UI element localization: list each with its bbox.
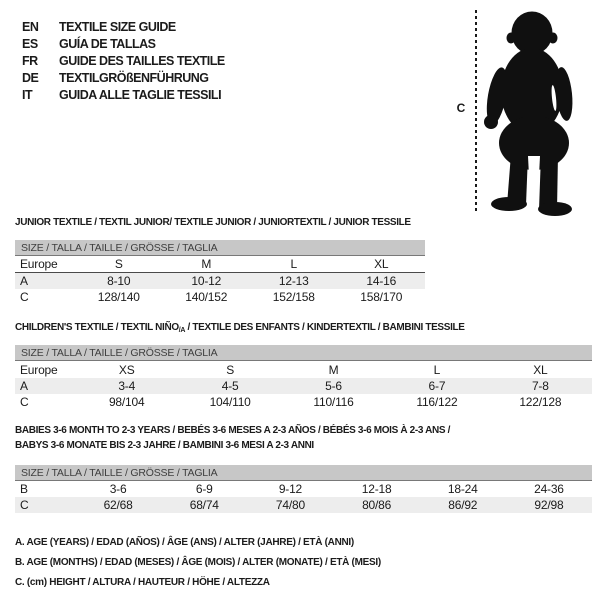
- col-header: XS: [118, 362, 135, 377]
- cell: 80/86: [362, 498, 392, 512]
- lang-row-es: [22, 35, 225, 52]
- row-label: C: [20, 395, 29, 409]
- lang-code: FR: [22, 53, 38, 68]
- children-title-pre: CHILDREN'S TEXTILE / TEXTIL NIÑO: [15, 322, 179, 333]
- cell: 3-6: [109, 482, 127, 496]
- row-label: A: [20, 274, 28, 288]
- cell: 62/68: [103, 498, 133, 512]
- note-a: A. AGE (YEARS) / EDAD (AÑOS) / ÂGE (ANS) / ALTER (JAHRE) / ETÀ (ANNI): [15, 537, 354, 548]
- cell: 104/110: [209, 395, 251, 409]
- cell: 12-13: [278, 274, 309, 288]
- cell: 24-36: [534, 482, 564, 496]
- note-c: C. (cm) HEIGHT / ALTURA / HAUTEUR / HÖHE / ALTEZZA: [15, 577, 270, 588]
- lang-row-de: [22, 69, 225, 86]
- cell: 116/122: [416, 395, 458, 409]
- babies-section-title: [15, 423, 450, 453]
- cell: 92/98: [534, 498, 564, 512]
- table-row-europe: [15, 256, 425, 273]
- row-label: A: [20, 379, 28, 393]
- cell: 6-9: [195, 482, 213, 496]
- row-label: B: [20, 482, 28, 496]
- cell: 110/116: [313, 395, 354, 409]
- lang-code: IT: [22, 87, 33, 102]
- col-header: M: [201, 257, 212, 271]
- col-header: S: [226, 362, 235, 377]
- babies-title-line1: BABIES 3-6 MONTH TO 2-3 YEARS / BEBÉS 3-6 MESES A 2-3 AÑOS / BÉBÉS 3-6 MOIS À 2-3 ANS /: [15, 425, 451, 436]
- cell: 12-18: [361, 482, 392, 496]
- cell: 8-10: [107, 274, 131, 288]
- table-row-a: [15, 273, 425, 289]
- cell: 6-7: [428, 379, 446, 393]
- cell: 152/158: [272, 290, 315, 304]
- lang-code: DE: [22, 70, 39, 85]
- legend-notes: [15, 537, 381, 597]
- row-label: Europe: [20, 362, 58, 377]
- cell: 5-6: [325, 379, 342, 393]
- lang-row-en: [22, 18, 225, 35]
- table-row-c: [15, 289, 425, 305]
- babies-title-line2: BABYS 3-6 MONATE BIS 2-3 JAHRE / BAMBINI 3-6 MESI A 2-3 ANNI: [15, 440, 314, 451]
- cell: 158/170: [360, 290, 403, 304]
- lang-title: GUIDE DES TAILLES TEXTILE: [59, 53, 225, 68]
- size-header-bar: SIZE / TALLA / TAILLE / GRÖSSE / TAGLIA: [15, 345, 592, 361]
- table-row-c: [15, 394, 592, 410]
- table-row-europe: [15, 361, 592, 378]
- row-label: C: [20, 290, 29, 304]
- toddler-silhouette-icon: [481, 6, 581, 216]
- lang-title: GUIDA ALLE TAGLIE TESSILI: [59, 87, 222, 102]
- lang-title: TEXTILGRÖßENFÜHRUNG: [59, 70, 209, 85]
- cell: 68/74: [189, 498, 219, 512]
- cell: 128/140: [97, 290, 140, 304]
- junior-section-title: JUNIOR TEXTILE / TEXTIL JUNIOR/ TEXTILE JUNIOR / JUNIORTEXTIL / JUNIOR TESSILE: [15, 217, 411, 228]
- cell: 14-16: [366, 274, 397, 288]
- children-title-subscript: /A: [178, 327, 186, 334]
- cell: 122/128: [519, 395, 562, 409]
- children-title-post: / TEXTILE DES ENFANTS / KINDERTEXTIL / BAMBINI TESSILE: [185, 322, 465, 333]
- row-label: C: [20, 498, 29, 512]
- table-row-b: [15, 481, 592, 497]
- cell: 98/104: [108, 395, 145, 409]
- cell: 7-8: [531, 379, 549, 393]
- lang-code: EN: [22, 19, 39, 34]
- table-row-a: [15, 378, 592, 394]
- col-header: XL: [374, 257, 389, 271]
- lang-row-it: [22, 86, 225, 103]
- col-header: L: [433, 362, 441, 377]
- col-header: L: [290, 257, 297, 271]
- size-header-bar: SIZE / TALLA / TAILLE / GRÖSSE / TAGLIA: [15, 240, 425, 256]
- lang-code: ES: [22, 36, 38, 51]
- cell: 86/92: [448, 498, 478, 512]
- table-row-c: [15, 497, 592, 513]
- height-measure-label: C: [456, 101, 466, 115]
- cell: 10-12: [191, 274, 222, 288]
- children-section-title: [15, 322, 465, 334]
- note-b: B. AGE (MONTHS) / EDAD (MESES) / ÂGE (MOIS) / ALTER (MONATE) / ETÀ (MESI): [15, 557, 381, 568]
- col-header: XL: [533, 362, 548, 377]
- cell: 9-12: [278, 482, 303, 496]
- row-label: Europe: [20, 257, 58, 271]
- language-title-list: [22, 18, 225, 103]
- height-measure-dashed-line: [475, 10, 477, 212]
- children-size-table: [15, 345, 592, 410]
- lang-title: TEXTILE SIZE GUIDE: [59, 19, 176, 34]
- cell: 74/80: [275, 498, 305, 512]
- col-header: M: [328, 362, 339, 377]
- cell: 3-4: [118, 379, 136, 393]
- cell: 4-5: [221, 379, 239, 393]
- cell: 140/152: [185, 290, 228, 304]
- babies-size-table: [15, 465, 592, 513]
- lang-title: GUÍA DE TALLAS: [59, 36, 156, 51]
- lang-row-fr: [22, 52, 225, 69]
- size-header-bar: SIZE / TALLA / TAILLE / GRÖSSE / TAGLIA: [15, 465, 592, 481]
- col-header: S: [114, 257, 123, 271]
- junior-size-table: [15, 240, 425, 305]
- cell: 18-24: [447, 482, 478, 496]
